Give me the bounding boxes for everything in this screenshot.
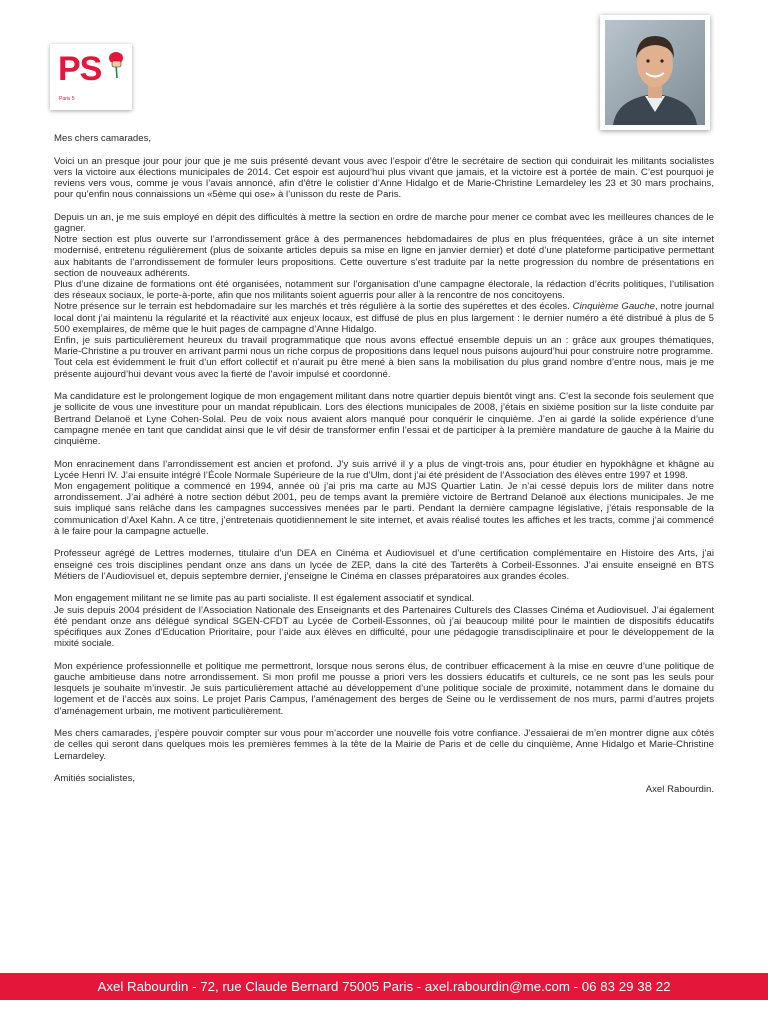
- paragraph: Ma candidature est le prolongement logique de mon engagement militant dans notre quartier depuis bientôt vingt ans. C’est la seconde fois seulement que je sollicite de vous une investiture pour un mandat républicain. Lors des élections municipales de 2008, j’étais en sixième position sur la liste conduite par Bertrand Delanoë et Lyne Cohen-Solal. Peu de voix nous avaient alors manqué pour conquérir le cinquième. J’en ai gardé la solide expérience d’une campagne menée en tant que candidat ainsi que le vif désir de transformer enfin l’essai et de participer à la première mandature de gauche à la Mairie du cinquième.: [54, 391, 714, 448]
- paragraph-text: Notre présence sur le terrain est hebdomadaire sur les marchés et très régulière à la sortie des supérettes et des écoles.: [54, 301, 570, 313]
- paragraph: Notre section est plus ouverte sur l’arrondissement grâce à des permanences hebdomadaires de plus en plus fréquentées, grâce à un site internet modernisé, entretenu régulièrement (plus de soixante articles depuis sa mise en ligne en janvier dernier) et doté d’une plateforme participative permettant aux habitants de l’arrondissement de formuler leurs propositions. Cette ouverture s’est traduite par la nette progression du nombre de présentations en section de nouveaux adhérents.: [54, 234, 714, 279]
- paragraph: Voici un an presque jour pour jour que je me suis présenté devant vous avec l’espoir d’être le secrétaire de section qui conduirait les militants socialistes vers la victoire aux élections municipales de 2014. Cet espoir est aujourd’hui plus vivant que jamais, et la victoire est à portée de main. C’est pourquoi je reviens vers vous, comme je vous l’avais annoncé, afin d’être le colistier d’Anne Hidalgo et de Marie-Christine Lemardeley les 23 et 30 mars prochains, pour qu’enfin nous connaissions un «5ème qui ose» à l’unisson du reste de Paris.: [54, 155, 714, 201]
- rose-fist-icon: [106, 50, 128, 80]
- signature: Axel Rabourdin.: [645, 784, 714, 796]
- letter-body: [54, 133, 714, 796]
- paragraph: Mon engagement politique a commencé en 1994, année où j’ai pris ma carte au MJS Quartier Latin. Je n’ai cessé depuis lors de militer dans notre arrondissement. J’ai adhéré à notre section début 2001, peu de temps avant la première victoire de Bertrand Delanoë aux élections municipales. Je me suis impliqué sans relâche dans les campagnes successives menées par le parti. Pendant la dernière campagne législative, j’étais responsable de la communication d’Axel Kahn. A ce titre, j’entretenais quotidiennement le site internet, et avais réalisé toutes les affiches et les tracts, comme j’ai commencé à le faire pour la campagne actuelle.: [54, 481, 714, 537]
- portrait-image: [605, 20, 705, 125]
- paragraph: [54, 301, 714, 335]
- salutation: Mes chers camarades,: [54, 133, 152, 144]
- logo-subtitle: Paris 5: [59, 96, 75, 102]
- paragraph: Tout cela est évidemment le fruit d’un effort collectif et n’aurait pu être mené à bien sans la mobilisation du plus grand nombre d’entre nous, mais je me présente aujourd’hui devant vous avec la fierté de l’avoir impulsé et coordonné.: [54, 357, 714, 380]
- logo-text: PS: [58, 50, 102, 88]
- newspaper-title: Cinquième Gauche: [572, 301, 655, 313]
- paragraph: Mes chers camarades, j’espère pouvoir compter sur vous pour m’accorder une nouvelle fois votre confiance. J’essaierai de m’en montrer digne aux côtés de celles qui seront dans quelques mois les premières femmes à la tête de la Mairie de Paris et de celle du cinquième, Anne Hidalgo et Marie-Christine Lemardeley.: [54, 728, 714, 762]
- paragraph: Mon enracinement dans l’arrondissement est ancien et profond. J’y suis arrivé il y a plus de vingt-trois ans, pour étudier en hypokhâgne et khâgne au Lycée Henri IV. J’ai ensuite intégré l’École Normale Supérieure de la rue d’Ulm, dont j’ai été président de l’Association des élèves entre 1997 et 1998.: [54, 458, 714, 481]
- closing: Amitiés socialistes,: [54, 773, 136, 785]
- paragraph: Enfin, je suis particulièrement heureux du travail programmatique que nous avons effectué ensemble depuis un an : grâce aux groupes thématiques, Marie-Christine a pu trouver en arrivant parmi nous un riche corpus de propositions dans lequel nous puisons aujourd’hui pour construire notre programme.: [54, 335, 714, 358]
- candidate-portrait: [600, 15, 710, 130]
- paragraph: Je suis depuis 2004 président de l’Association Nationale des Enseignants et des Partenaires Culturels des Classes Cinéma et Audiovisuel. J’ai également été pendant onze ans délégué syndical SGEN-CFDT au Lycée de Corbeil-Essonnes, où j’ai beaucoup milité pour le maintien de dispositifs éducatifs spécifiques aux Zones d’Education Prioritaire, pour l’aide aux élèves en difficulté, pour une pédagogie transdisciplinaire et pour le développement de la mixité sociale.: [54, 604, 714, 650]
- paragraph: Depuis un an, je me suis employé en dépit des difficultés à mettre la section en ordre de marche pour mener ce combat avec les meilleures chances de le gagner.: [54, 211, 714, 234]
- party-logo: [50, 44, 132, 110]
- paragraph-text: , notre journal local dont j’ai maintenu la régularité et la réactivité aux enjeux locaux, est diffusé de plus en plus largement : le dernier numéro a été distribué à plus de 5 500 exemplaires, de même que le huit pages de campagne d’Anne Hidalgo.: [54, 301, 714, 335]
- paragraph: Professeur agrégé de Lettres modernes, titulaire d’un DEA en Cinéma et Audiovisuel et d’une certification complémentaire en Histoire des Arts, j’ai enseigné ces trois disciplines pendant onze ans dans un lycée de ZEP, dans la cité des Tarterêts à Corbeil-Essonnes. J’ai ensuite enseigné en BTS Métiers de l’Audiovisuel et, depuis septembre dernier, j’enseigne le Cinéma en classes préparatoires aux grandes écoles.: [54, 548, 714, 582]
- paragraph: Mon engagement militant ne se limite pas au parti socialiste. Il est également associatif et syndical.: [54, 593, 475, 605]
- footer-contact-bar: Axel Rabourdin - 72, rue Claude Bernard 75005 Paris - axel.rabourdin@me.com - 06 83 29 38 22: [0, 973, 768, 1000]
- paragraph: Mon expérience professionnelle et politique me permettront, lorsque nous serons élus, de contribuer efficacement à la mise en œuvre d’une politique de gauche ambitieuse dans notre arrondissement. Si mon profil me pousse a priori vers les dossiers éducatifs et culturels, ce ne sont pas les seuls pour lesquels je souhaite m’investir. Je suis particulièrement attaché au développement d’une politique sociale de proximité, notamment dans le domaine du logement et de l’accès aux soins. Le projet Paris Campus, l’aménagement des berges de Seine ou le verdissement de nos murs, parmi d’autres projets d’aménagement urbain, me motivent particulièrement.: [54, 660, 714, 717]
- paragraph: Plus d’une dizaine de formations ont été organisées, notamment sur l’organisation d’une campagne électorale, la rédaction d’écrits politiques, l’utilisation des réseaux sociaux, le porte-à-porte, afin que nos militants soient aguerris pour aller à la rencontre de nos concitoyens.: [54, 279, 714, 302]
